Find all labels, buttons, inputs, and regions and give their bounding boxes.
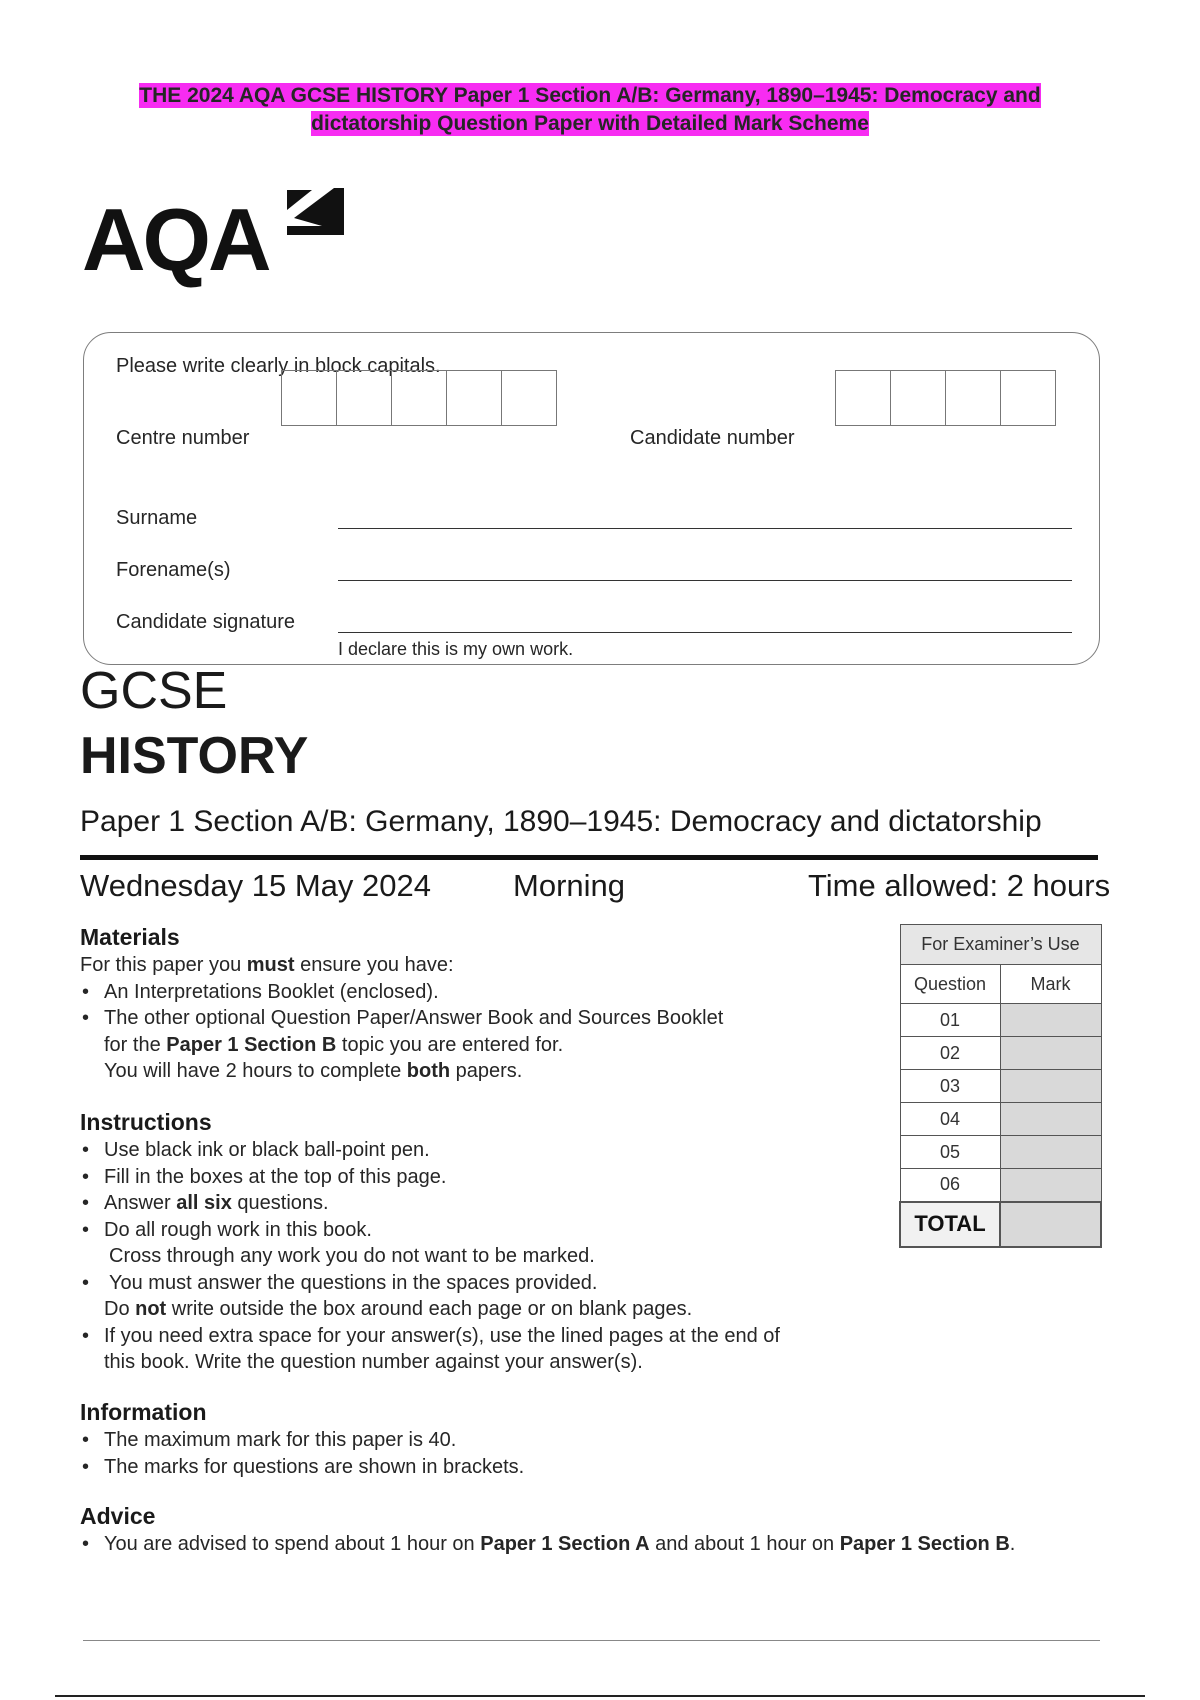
- materials-item-continued: for the Paper 1 Section B topic you are entered for.: [104, 1033, 564, 1056]
- question-number: 01: [900, 1004, 1000, 1037]
- instruction-item: • Answer all six questions.: [80, 1190, 780, 1217]
- instruction-item: • You must answer the questions in the spaces provided.: [80, 1270, 780, 1297]
- banner-line-2: dictatorship Question Paper with Detailed Mark Scheme: [311, 112, 869, 135]
- exam-date: Wednesday 15 May 2024: [80, 868, 431, 903]
- question-number: 04: [900, 1103, 1000, 1136]
- surname-field[interactable]: [338, 528, 1072, 529]
- advice-heading: Advice: [80, 1503, 156, 1529]
- materials-intro: For this paper you must ensure you have:: [80, 954, 454, 976]
- examiners-use-table: [899, 924, 1102, 1248]
- information-item: • The marks for questions are shown in brackets.: [80, 1454, 524, 1481]
- centre-digit-5[interactable]: [501, 370, 557, 426]
- materials-item-continued: You will have 2 hours to complete both papers.: [104, 1060, 523, 1082]
- centre-digit-2[interactable]: [336, 370, 392, 426]
- document-banner: [90, 82, 1090, 138]
- candidate-digit-3[interactable]: [945, 370, 1001, 426]
- instruction-continued: Do not write outside the box around each page or on blank pages.: [104, 1298, 693, 1320]
- mark-cell: [1000, 1136, 1101, 1169]
- materials-item: • The other optional Question Paper/Answer Book and Sources Booklet: [80, 1005, 723, 1032]
- subject-title: HISTORY: [80, 727, 309, 785]
- advice-section: [80, 1501, 1015, 1558]
- materials-heading: Materials: [80, 924, 180, 950]
- paper-title: Paper 1 Section A/B: Germany, 1890–1945: Democracy and dictatorship: [80, 805, 1042, 838]
- question-number: 05: [900, 1136, 1000, 1169]
- candidate-details-box: [83, 332, 1100, 665]
- instructions-heading: Instructions: [80, 1109, 212, 1135]
- materials-section: [80, 922, 723, 1085]
- candidate-digit-1[interactable]: [835, 370, 891, 426]
- instruction-item: • Do all rough work in this book.: [80, 1217, 780, 1244]
- instructions-section: [80, 1107, 780, 1376]
- instruction-item: • Fill in the boxes at the top of this page.: [80, 1164, 780, 1191]
- instruction-item: • If you need extra space for your answer(s), use the lined pages at the end of: [80, 1323, 780, 1350]
- instruction-continued: Cross through any work you do not want to be marked.: [109, 1245, 595, 1267]
- question-number: 02: [900, 1037, 1000, 1070]
- mark-cell: [1000, 1169, 1101, 1202]
- information-section: [80, 1397, 524, 1480]
- information-heading: Information: [80, 1399, 207, 1425]
- candidate-number-label: Candidate number: [630, 427, 795, 449]
- candidate-number-boxes[interactable]: [836, 370, 1056, 426]
- declaration-text: I declare this is my own work.: [338, 639, 574, 659]
- surname-label: Surname: [116, 507, 198, 529]
- aqa-logo-mark-icon: [287, 188, 344, 235]
- mark-cell: [1000, 1103, 1101, 1136]
- footer-divider: [83, 1640, 1100, 1641]
- centre-digit-3[interactable]: [391, 370, 447, 426]
- mark-cell: [1000, 1070, 1101, 1103]
- banner-line-1: THE 2024 AQA GCSE HISTORY Paper 1 Section A/B: Germany, 1890–1945: Democracy and: [139, 84, 1041, 107]
- question-column-header: Question: [900, 965, 1000, 1004]
- instruction-continued: this book. Write the question number against your answer(s).: [104, 1351, 643, 1373]
- page-bottom-rule: [55, 1695, 1145, 1697]
- aqa-logo-text: AQA: [82, 190, 269, 289]
- mark-column-header: Mark: [1000, 965, 1101, 1004]
- forename-label: Forename(s): [116, 559, 231, 581]
- candidate-digit-4[interactable]: [1000, 370, 1056, 426]
- candidate-digit-2[interactable]: [890, 370, 946, 426]
- information-item: • The maximum mark for this paper is 40.: [80, 1427, 524, 1454]
- centre-digit-1[interactable]: [281, 370, 337, 426]
- forename-field[interactable]: [338, 580, 1072, 581]
- mark-cell: [1000, 1004, 1101, 1037]
- examiners-use-title: For Examiner’s Use: [900, 925, 1101, 965]
- centre-number-label: Centre number: [116, 427, 250, 449]
- question-number: 03: [900, 1070, 1000, 1103]
- materials-item: • An Interpretations Booklet (enclosed).: [80, 979, 723, 1006]
- signature-field[interactable]: [338, 632, 1072, 633]
- total-mark-cell: [1000, 1202, 1101, 1247]
- time-allowed: Time allowed: 2 hours: [808, 868, 1111, 903]
- total-label: TOTAL: [900, 1202, 1000, 1247]
- centre-digit-4[interactable]: [446, 370, 502, 426]
- block-capitals-instruction: Please write clearly in block capitals.: [116, 355, 441, 377]
- mark-cell: [1000, 1037, 1101, 1070]
- exam-session: Morning: [513, 868, 625, 903]
- instruction-item: • Use black ink or black ball-point pen.: [80, 1137, 780, 1164]
- aqa-logo: [82, 180, 362, 290]
- question-number: 06: [900, 1169, 1000, 1202]
- advice-item: • You are advised to spend about 1 hour on Paper 1 Section A and about 1 hour on Paper 1 Section B.: [80, 1531, 1015, 1558]
- centre-number-boxes[interactable]: [282, 370, 557, 426]
- signature-label: Candidate signature: [116, 611, 296, 633]
- qualification-title: GCSE: [80, 662, 228, 720]
- title-divider: [80, 855, 1098, 860]
